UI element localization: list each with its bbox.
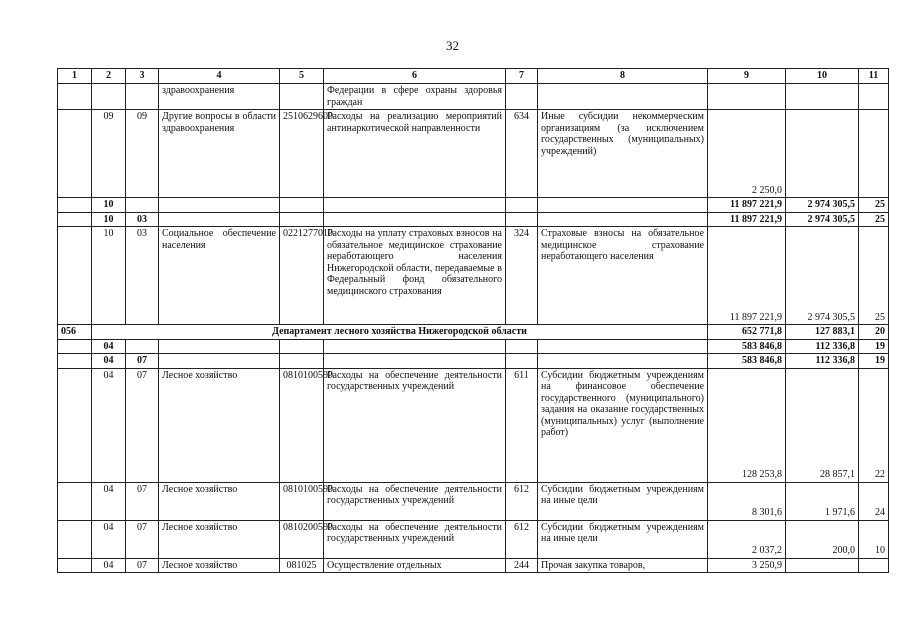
cell-c3: 07 <box>126 368 159 482</box>
cell-c11 <box>859 558 889 573</box>
cell-c9: 583 846,8 <box>708 339 786 354</box>
cell-c1 <box>58 354 92 369</box>
cell-c8 <box>538 84 708 110</box>
cell-c2: 09 <box>92 110 126 198</box>
table-row <box>58 339 889 354</box>
cell-c2: 10 <box>92 227 126 325</box>
cell-c5 <box>280 212 324 227</box>
cell-c6 <box>324 198 506 213</box>
header-cell: 11 <box>859 69 889 84</box>
cell-c9: 2 037,2 <box>708 520 786 558</box>
cell-c11: 20 <box>859 325 889 340</box>
cell-c1 <box>58 520 92 558</box>
cell-c6: Расходы на обеспечение деятельности государственных учреждений <box>324 520 506 558</box>
cell-c4 <box>159 339 280 354</box>
cell-c5: 0810200590 <box>280 520 324 558</box>
cell-c7: 244 <box>506 558 538 573</box>
cell-c2: 10 <box>92 198 126 213</box>
cell-c8 <box>538 339 708 354</box>
cell-c3: 07 <box>126 482 159 520</box>
cell-c9 <box>708 84 786 110</box>
cell-c8: Субсидии бюджетным учреждениям на иные цели <box>538 520 708 558</box>
cell-c1 <box>58 227 92 325</box>
cell-c5 <box>280 198 324 213</box>
header-cell: 7 <box>506 69 538 84</box>
table-row <box>58 110 889 198</box>
cell-c8 <box>538 354 708 369</box>
cell-c10: 112 336,8 <box>786 354 859 369</box>
cell-c6: Расходы на уплату страховых взносов на обязательное медицинское страхование неработающего населения Нижегородской области, передаваемые в Федеральный фонд обязательного медицинского страхования <box>324 227 506 325</box>
cell-c11: 25 <box>859 212 889 227</box>
cell-c5: 2510629600 <box>280 110 324 198</box>
cell-c4: Лесное хозяйство <box>159 558 280 573</box>
cell-c5: 081025 <box>280 558 324 573</box>
table-row <box>58 558 889 573</box>
cell-c8: Страховые взносы на обязательное медицинское страхование неработающего населения <box>538 227 708 325</box>
cell-c10: 2 974 305,5 <box>786 198 859 213</box>
cell-c7 <box>506 198 538 213</box>
cell-c2: 10 <box>92 212 126 227</box>
header-cell: 4 <box>159 69 280 84</box>
cell-c6 <box>324 354 506 369</box>
table-row <box>58 227 889 325</box>
cell-c4: здравоохранения <box>159 84 280 110</box>
cell-c7 <box>506 339 538 354</box>
cell-c3 <box>126 84 159 110</box>
cell-c6: Осуществление отдельных <box>324 558 506 573</box>
header-row <box>58 69 889 84</box>
cell-c6: Расходы на обеспечение деятельности государственных учреждений <box>324 482 506 520</box>
cell-c1 <box>58 339 92 354</box>
table-row <box>58 198 889 213</box>
cell-c6: Расходы на реализацию мероприятий антинаркотической направленности <box>324 110 506 198</box>
cell-c4: Лесное хозяйство <box>159 520 280 558</box>
table-row <box>58 520 889 558</box>
cell-c8: Иные субсидии некоммерческим организациям (за исключением государственных (муниципальных) учреждений) <box>538 110 708 198</box>
cell-c2: 04 <box>92 354 126 369</box>
budget-table <box>57 68 889 573</box>
cell-c2: 04 <box>92 339 126 354</box>
cell-c8: Прочая закупка товаров, <box>538 558 708 573</box>
cell-c2: 04 <box>92 558 126 573</box>
cell-c11: 22 <box>859 368 889 482</box>
cell-c9: 2 250,0 <box>708 110 786 198</box>
cell-c8 <box>538 198 708 213</box>
cell-c6 <box>324 212 506 227</box>
cell-c4: Социальное обеспечение населения <box>159 227 280 325</box>
cell-c11 <box>859 110 889 198</box>
cell-c9: 11 897 221,9 <box>708 227 786 325</box>
cell-c4 <box>159 212 280 227</box>
cell-c10 <box>786 84 859 110</box>
table-row <box>58 354 889 369</box>
cell-c1 <box>58 84 92 110</box>
cell-c10: 2 974 305,5 <box>786 227 859 325</box>
cell-c11: 19 <box>859 339 889 354</box>
cell-c7: 612 <box>506 520 538 558</box>
cell-c9: 583 846,8 <box>708 354 786 369</box>
cell-c7: 324 <box>506 227 538 325</box>
cell-c5: 0810100590 <box>280 482 324 520</box>
cell-c5 <box>280 354 324 369</box>
cell-c3 <box>126 198 159 213</box>
page-number: 32 <box>446 38 459 53</box>
cell-c4: Другие вопросы в области здравоохранения <box>159 110 280 198</box>
cell-c7: 634 <box>506 110 538 198</box>
cell-c3: 03 <box>126 227 159 325</box>
cell-c6: Расходы на обеспечение деятельности государственных учреждений <box>324 368 506 482</box>
cell-c10 <box>786 558 859 573</box>
cell-c7: 611 <box>506 368 538 482</box>
cell-c10: 127 883,1 <box>786 325 859 340</box>
cell-c11: 10 <box>859 520 889 558</box>
cell-dept: Департамент лесного хозяйства Нижегородской области <box>92 325 708 340</box>
cell-c9: 652 771,8 <box>708 325 786 340</box>
cell-c7: 612 <box>506 482 538 520</box>
cell-c1 <box>58 368 92 482</box>
table-row <box>58 482 889 520</box>
cell-c3: 07 <box>126 558 159 573</box>
cell-c4: Лесное хозяйство <box>159 482 280 520</box>
cell-c8 <box>538 212 708 227</box>
cell-c10: 2 974 305,5 <box>786 212 859 227</box>
cell-c1: 056 <box>58 325 92 340</box>
cell-c2: 04 <box>92 520 126 558</box>
cell-c5: 0810100590 <box>280 368 324 482</box>
cell-c3: 03 <box>126 212 159 227</box>
cell-c7 <box>506 84 538 110</box>
cell-c10 <box>786 110 859 198</box>
cell-c2: 04 <box>92 368 126 482</box>
cell-c9: 11 897 221,9 <box>708 212 786 227</box>
cell-c1 <box>58 110 92 198</box>
cell-c3: 07 <box>126 520 159 558</box>
header-cell: 6 <box>324 69 506 84</box>
cell-c7 <box>506 212 538 227</box>
cell-c8: Субсидии бюджетным учреждениям на иные цели <box>538 482 708 520</box>
cell-c3: 09 <box>126 110 159 198</box>
cell-c2: 04 <box>92 482 126 520</box>
cell-c11 <box>859 84 889 110</box>
cell-c4 <box>159 354 280 369</box>
cell-c5 <box>280 84 324 110</box>
department-row <box>58 325 889 340</box>
header-cell: 2 <box>92 69 126 84</box>
table-row <box>58 212 889 227</box>
cell-c5 <box>280 339 324 354</box>
cell-c7 <box>506 354 538 369</box>
cell-c10: 200,0 <box>786 520 859 558</box>
cell-c11: 19 <box>859 354 889 369</box>
cell-c4: Лесное хозяйство <box>159 368 280 482</box>
cell-c11: 25 <box>859 198 889 213</box>
cell-c6: Федерации в сфере охраны здоровья граждан <box>324 84 506 110</box>
cell-c1 <box>58 198 92 213</box>
header-cell: 5 <box>280 69 324 84</box>
cell-c4 <box>159 198 280 213</box>
cell-c9: 128 253,8 <box>708 368 786 482</box>
header-cell: 3 <box>126 69 159 84</box>
cell-c9: 3 250,9 <box>708 558 786 573</box>
cell-c3: 07 <box>126 354 159 369</box>
cell-c10: 112 336,8 <box>786 339 859 354</box>
header-cell: 8 <box>538 69 708 84</box>
cell-c1 <box>58 482 92 520</box>
cell-c1 <box>58 558 92 573</box>
cell-c9: 11 897 221,9 <box>708 198 786 213</box>
cell-c10: 1 971,6 <box>786 482 859 520</box>
cell-c2 <box>92 84 126 110</box>
cell-c6 <box>324 339 506 354</box>
cell-c1 <box>58 212 92 227</box>
cell-c10: 28 857,1 <box>786 368 859 482</box>
header-cell: 9 <box>708 69 786 84</box>
cell-c5: 0221277010 <box>280 227 324 325</box>
cell-c3 <box>126 339 159 354</box>
cell-c11: 24 <box>859 482 889 520</box>
table-row <box>58 368 889 482</box>
table-row <box>58 84 889 110</box>
header-cell: 1 <box>58 69 92 84</box>
cell-c11: 25 <box>859 227 889 325</box>
cell-c9: 8 301,6 <box>708 482 786 520</box>
cell-c8: Субсидии бюджетным учреждениям на финансовое обеспечение государственного (муниципального) задания на оказание государственных (муниципальных) услуг (выполнение работ) <box>538 368 708 482</box>
header-cell: 10 <box>786 69 859 84</box>
